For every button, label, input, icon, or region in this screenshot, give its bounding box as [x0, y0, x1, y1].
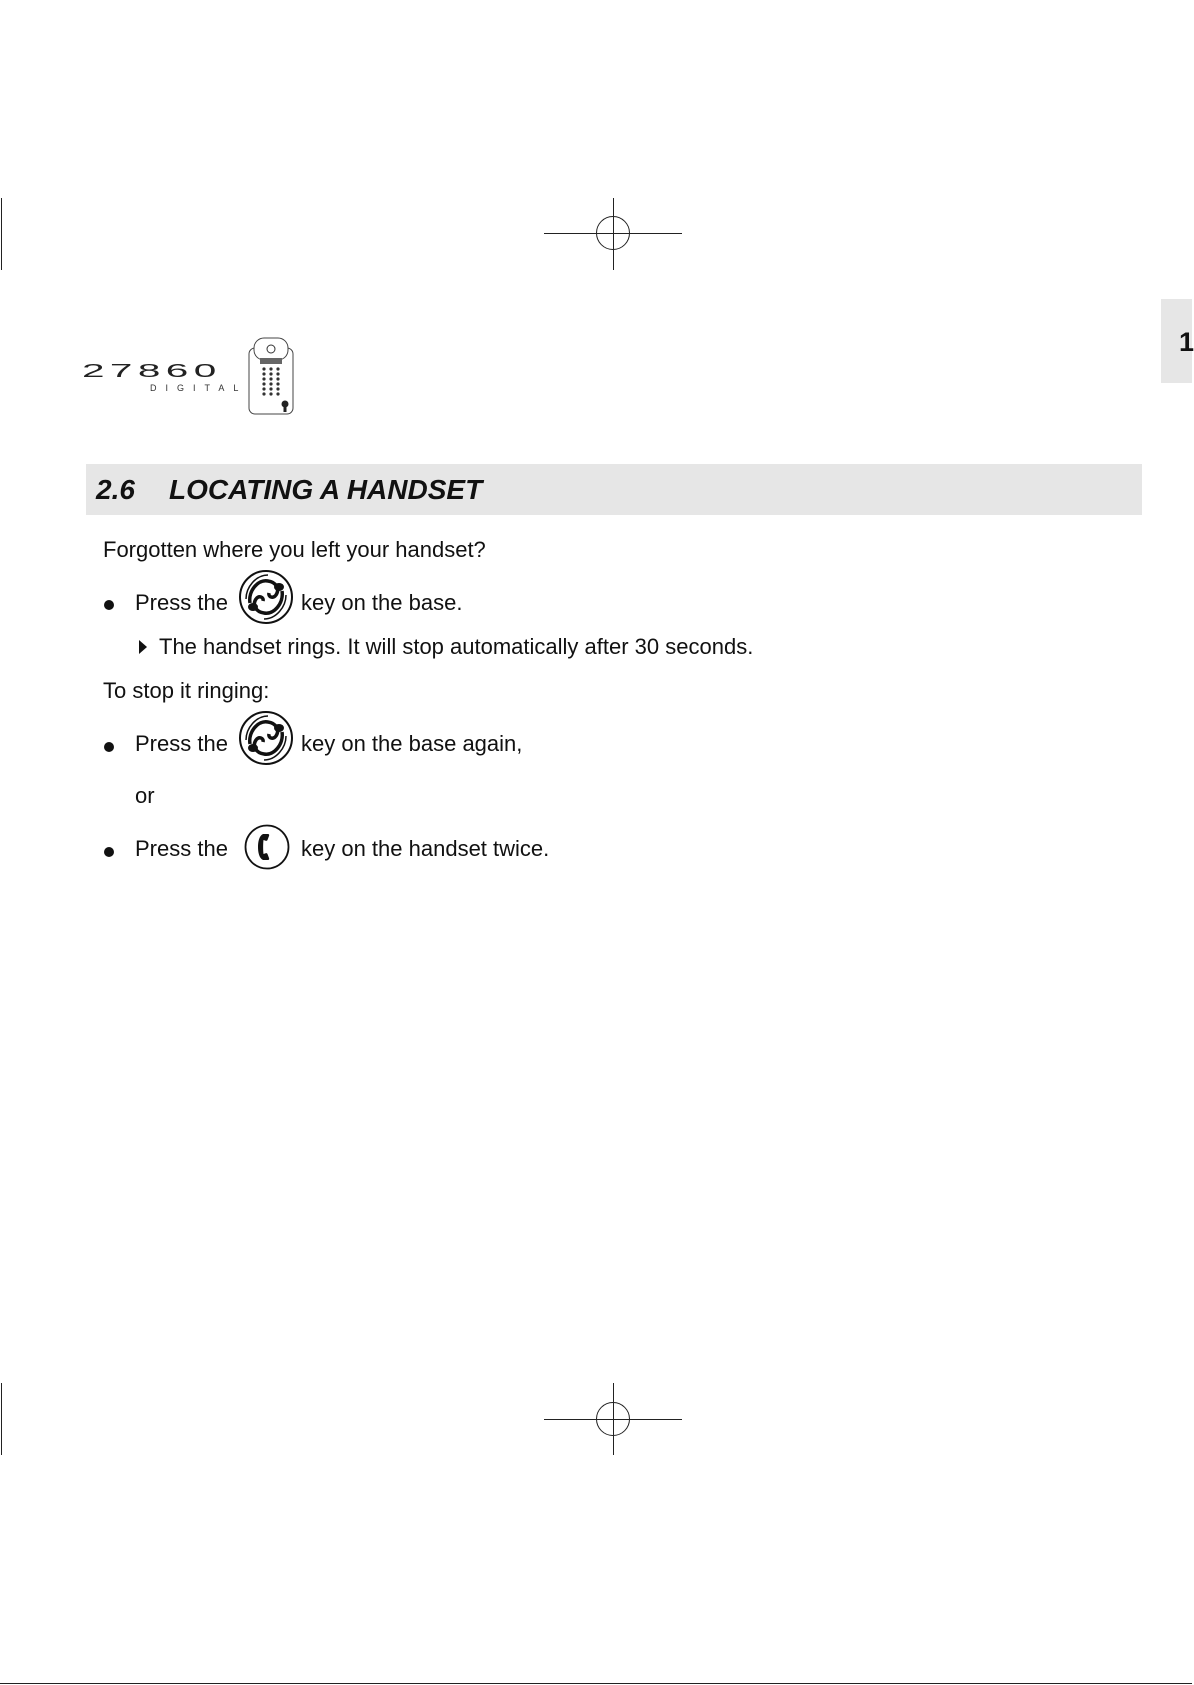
crop-mark-bottom-left	[1, 1383, 2, 1455]
result-text: The handset rings. It will stop automatically after 30 seconds.	[159, 634, 754, 659]
logo-model-number: 27860	[82, 360, 222, 382]
crop-mark-top-left	[1, 198, 2, 270]
section-number: 2.6	[96, 474, 135, 505]
paging-key-icon	[238, 569, 294, 625]
or-text: or	[135, 783, 155, 808]
paging-key-icon	[238, 710, 294, 766]
bottom-rule	[0, 1683, 1192, 1684]
stop-intro-text: To stop it ringing:	[103, 678, 270, 703]
page-tab	[1161, 299, 1192, 383]
step3-suffix: key on the handset twice.	[301, 836, 550, 861]
step1-prefix: Press the	[135, 590, 228, 615]
cordless-phone-icon	[246, 336, 296, 416]
logo-subtext: DIGITAL	[150, 383, 248, 393]
bullet-icon	[104, 742, 114, 752]
handset-hangup-key-icon	[244, 824, 290, 870]
section-title: LOCATING A HANDSET	[169, 474, 483, 505]
step2-suffix: key on the base again,	[301, 731, 523, 756]
section-heading	[86, 464, 1142, 515]
result-arrow-icon	[139, 640, 147, 654]
intro-text: Forgotten where you left your handset?	[103, 537, 486, 562]
page-tab-number: 1	[1179, 327, 1194, 357]
bullet-icon	[104, 847, 114, 857]
step3-prefix: Press the	[135, 836, 228, 861]
step2-prefix: Press the	[135, 731, 228, 756]
step1-suffix: key on the base.	[301, 590, 463, 615]
bullet-icon	[104, 600, 114, 610]
